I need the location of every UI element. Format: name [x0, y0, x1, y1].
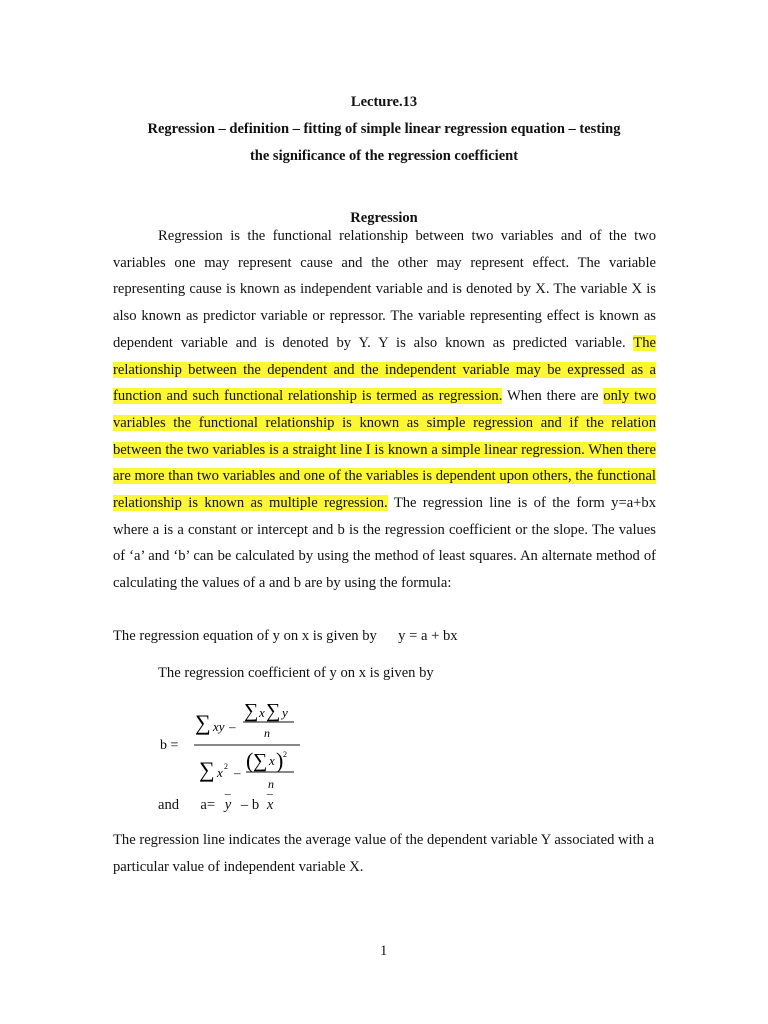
page-number: 1: [380, 943, 388, 959]
paragraph-text-part2: When there are: [506, 388, 599, 405]
formula-exponent: 2: [224, 762, 228, 771]
closing-paragraph: The regression line indicates the average value of the dependent variable Y associated with a particular value of independent variable X.: [113, 832, 655, 875]
sigma-symbol: ∑: [253, 750, 268, 772]
title-line-2: the significance of the regression coefficient: [249, 148, 519, 164]
formula-paren: ): [276, 748, 284, 773]
formula-n: n: [264, 726, 270, 740]
lecture-number: Lecture.13: [350, 94, 418, 110]
title-line-1: Regression – definition – fitting of simple linear regression equation – testing: [147, 121, 621, 137]
formula-y: y: [282, 705, 288, 720]
formula-n: n: [268, 777, 274, 791]
formula-paren: (: [246, 748, 254, 773]
and-label: and: [158, 797, 180, 813]
sigma-symbol: ∑: [244, 700, 259, 722]
regression-equation: y = a + bx: [398, 628, 458, 644]
x-bar: – x: [266, 786, 274, 813]
formula-x: x: [259, 705, 265, 720]
intercept-formula-line: [158, 786, 274, 814]
formula-xy: xy: [213, 719, 225, 734]
sigma-symbol: ∑: [199, 757, 215, 782]
b-label: b =: [160, 738, 179, 753]
highlighted-text-2: only two variables the functional relationship is known as simple regression and if the relation between the two variables is a straight line I is known a simple linear regression. When there are more than two variables and one of the variables is dependent upon others, the functional relationship is known as multiple regression.: [113, 388, 657, 512]
y-bar: – y: [224, 786, 232, 813]
paragraph-text-part1: Regression is the functional relationship between two variables and of the two variables one may represent cause and the other may represent effect. The variable representing cause is known as independent variable and is denoted by X. The variable X is also known as predictor variable or repressor. The variable representing effect is known as dependent variable and is denoted by Y. Y is also known as predicted variable.: [113, 228, 656, 351]
sigma-symbol: ∑: [195, 710, 211, 735]
section-heading: Regression: [350, 210, 418, 226]
formula-x: x: [269, 753, 275, 768]
formula-minus: –: [229, 719, 236, 734]
highlighted-text-1: The relationship between the dependent and the independent variable may be expressed as a function and such functional relationship is termed as regression.: [113, 334, 656, 405]
paragraph-text-part3: The regression line is of the form y=a+bx where a is a constant or intercept and b is the regression coefficient or the slope. The values of ‘a’ and ‘b’ can be calculated by using the method of least squares. An alternate method of calculating the values of a and b are by using the formula:: [113, 495, 656, 592]
a-equals: a=: [200, 797, 216, 813]
equation-line: [113, 628, 458, 645]
sigma-symbol: ∑: [266, 700, 281, 722]
coefficient-line: The regression coefficient of y on x is given by: [158, 665, 434, 681]
minus-b: – b: [240, 797, 260, 813]
regression-paragraph: [113, 223, 656, 597]
formula-exponent: 2: [283, 750, 287, 759]
equation-label: The regression equation of y on x is given by: [113, 628, 377, 644]
formula-minus: –: [234, 765, 241, 780]
formula-x: x: [217, 765, 223, 780]
